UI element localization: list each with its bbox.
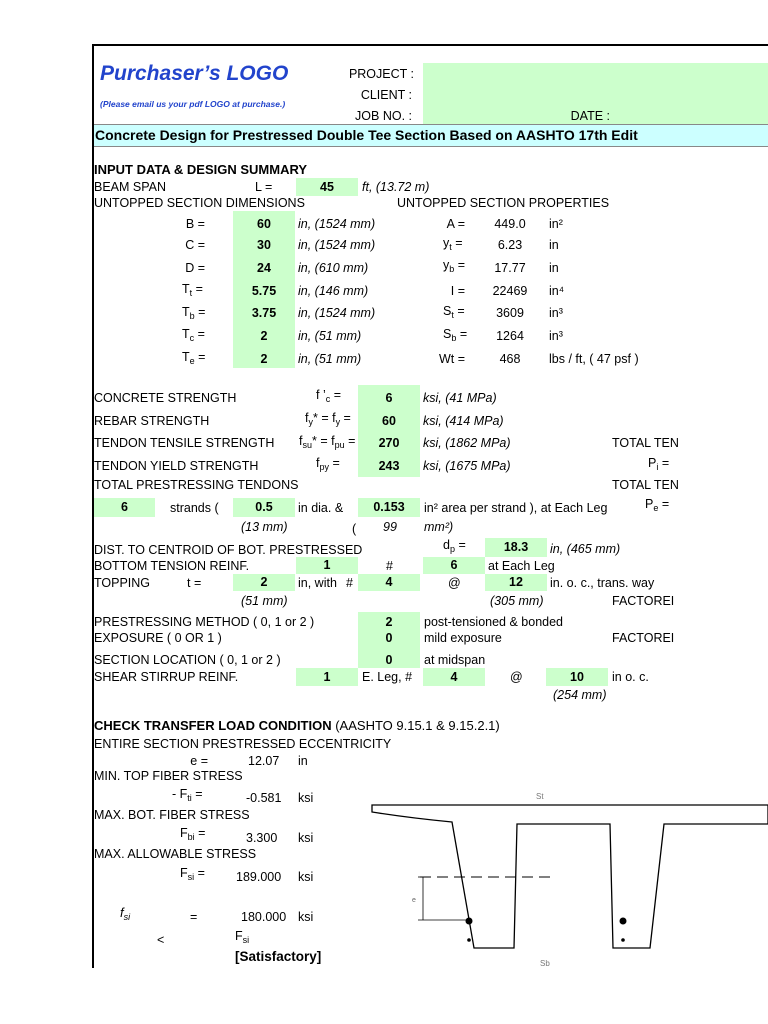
fsi2-unit: ksi	[298, 910, 314, 924]
fbi-unit: ksi	[298, 831, 314, 845]
strand-area-input[interactable]: 0.153	[358, 498, 420, 517]
method-note: post-tensioned & bonded	[424, 615, 563, 629]
e-unit: in	[298, 754, 308, 768]
bar-left	[467, 938, 471, 942]
strand-area-mm-unit: mm²)	[424, 520, 454, 534]
prop-yb-sym: $y_b$ =	[443, 258, 466, 274]
tendon-yield-input[interactable]: 243	[378, 459, 400, 473]
jobno-label: JOB NO. :	[355, 109, 412, 123]
stirrup-spacing-input[interactable]: 10	[546, 668, 608, 686]
fsi2-sym: $f_{si}$	[120, 905, 131, 922]
stirrup-at: @	[510, 670, 523, 684]
bot-reinf-hash: #	[386, 559, 393, 573]
beam-span-sym: L =	[255, 180, 273, 194]
fti-value: -0.581	[246, 791, 282, 805]
dim-tb-input[interactable]: 3.75	[251, 306, 277, 320]
exposure-label: EXPOSURE ( 0 OR 1 )	[94, 631, 222, 645]
dim-tc-unit: in, (51 mm)	[298, 329, 362, 343]
bot-reinf-size-input[interactable]: 6	[423, 557, 485, 574]
beam-span-input[interactable]: 45	[296, 178, 358, 196]
fbi-sym: $F_{bi}$ =	[180, 826, 206, 842]
dim-d-input[interactable]: 24	[257, 261, 271, 275]
logo-note: (Please email us your pdf LOGO at purchase.)	[100, 99, 286, 109]
topping-spacing-unit: in. o. c., trans. way	[550, 576, 655, 590]
prop-yt-value: 6.23	[497, 238, 523, 252]
tendons-heading: TOTAL PRESTRESSING TENDONS	[94, 478, 299, 492]
rebar-strength-unit: ksi, (414 MPa)	[423, 414, 504, 428]
tendon-tensile-sym: $f_{su}* = f_{pu}$ =	[299, 434, 356, 450]
fsi-value: 189.000	[236, 870, 282, 884]
dim-tb-unit: in, (1524 mm)	[298, 306, 376, 320]
stirrup-label: SHEAR STIRRUP REINF.	[94, 670, 239, 684]
prop-sb-value: 1264	[496, 329, 524, 343]
stirrup-spacing-unit: in o. c.	[612, 670, 649, 684]
topping-spacing-mm: (305 mm)	[490, 594, 544, 608]
bot-reinf-count-input[interactable]: 1	[296, 557, 358, 574]
exposure-input[interactable]: 0	[385, 631, 393, 645]
pi-sym: $P_i$ =	[648, 456, 670, 472]
rebar-strength-input[interactable]: 60	[382, 414, 396, 428]
prop-yt-unit: in	[549, 238, 559, 252]
location-note: at midspan	[424, 653, 486, 667]
double-tee-diagram	[360, 780, 768, 980]
strand-right	[620, 918, 627, 925]
strand-area-unit: in² area per strand ), at Each Leg	[424, 501, 608, 515]
prop-wt-value: 468	[499, 352, 521, 366]
transfer-heading: CHECK TRANSFER LOAD CONDITION (AASHTO 9.15.1 & 9.15.2.1)	[94, 718, 500, 733]
dim-te-input[interactable]: 2	[260, 352, 268, 366]
strand-count-input[interactable]: 6	[94, 498, 155, 517]
dim-tt-sym: $T_t$ =	[182, 282, 203, 298]
dim-tc-input[interactable]: 2	[260, 329, 268, 343]
top-border	[92, 44, 768, 46]
tendon-yield-label: TENDON YIELD STRENGTH	[94, 459, 259, 473]
dim-c-unit: in, (1524 mm)	[298, 238, 376, 252]
project-label: PROJECT :	[348, 67, 414, 81]
dim-d-sym: D =	[185, 261, 205, 275]
fsi2-value: 180.000	[241, 910, 287, 924]
strands-label: strands (	[170, 501, 219, 515]
location-label: SECTION LOCATION ( 0, 1 or 2 )	[94, 653, 281, 667]
ecc-label: ENTIRE SECTION PRESTRESSED ECCENTRICITY	[94, 737, 392, 751]
tendon-tensile-label: TENDON TENSILE STRENGTH	[94, 436, 275, 450]
top-fiber-label: MIN. TOP FIBER STRESS	[94, 769, 243, 783]
beam-span-label: BEAM SPAN	[94, 180, 167, 194]
fsi2-eq: =	[190, 910, 198, 924]
rebar-strength-sym: $f_y* = f_y$ =	[305, 411, 351, 427]
topping-at: @	[448, 576, 461, 590]
bot-reinf-note: at Each Leg	[488, 559, 555, 573]
concrete-strength-sym: f $’_c$ =	[316, 388, 342, 404]
dp-label: DIST. TO CENTROID OF BOT. PRESTRESSED	[94, 543, 363, 557]
exposure-note: mild exposure	[424, 631, 502, 645]
dim-tt-unit: in, (146 mm)	[298, 284, 369, 298]
double-tee-outline	[372, 805, 768, 948]
prop-sb-sym: $S_b$ =	[443, 327, 468, 343]
bar-right	[621, 938, 625, 942]
prop-yt-sym: $y_t$ =	[443, 236, 463, 252]
prop-st-unit: in³	[549, 306, 563, 320]
prop-st-sym: $S_t$ =	[443, 304, 465, 320]
dim-b-unit: in, (1524 mm)	[298, 217, 376, 231]
strand-dia-mm: (13 mm)	[241, 520, 288, 534]
stirrup-spacing-mm: (254 mm)	[553, 688, 607, 702]
total-tension-label-2: TOTAL TEN	[612, 478, 679, 492]
satisfactory-result: [Satisfactory]	[235, 949, 322, 964]
method-input[interactable]: 2	[385, 615, 393, 629]
topping-t-mm: (51 mm)	[241, 594, 288, 608]
topping-sym: t =	[187, 576, 202, 590]
dim-b-sym: B =	[185, 217, 205, 231]
tendon-tensile-unit: ksi, (1862 MPa)	[423, 436, 511, 450]
date-label: DATE :	[544, 108, 610, 124]
concrete-strength-unit: ksi, (41 MPa)	[423, 391, 497, 405]
prop-yb-value: 17.77	[494, 261, 526, 275]
factored-label-2: FACTOREI	[612, 631, 675, 645]
dp-sym: $d_p$ =	[443, 538, 466, 554]
dim-c-sym: C =	[185, 238, 205, 252]
prop-i-sym: I =	[450, 284, 465, 298]
fsi-sym: $F_{si}$ =	[180, 866, 205, 882]
prop-i-unit: in⁴	[549, 284, 565, 298]
concrete-strength-label: CONCRETE STRENGTH	[94, 391, 237, 405]
e-value: 12.07	[248, 754, 280, 768]
dim-tb-sym: $T_b$ =	[182, 305, 206, 321]
location-input[interactable]: 0	[385, 653, 393, 667]
strand-dia-unit: in dia. &	[298, 501, 344, 515]
topping-with: in, with	[298, 576, 337, 590]
topping-hash: #	[346, 576, 353, 590]
prop-st-value: 3609	[496, 306, 524, 320]
topping-label: TOPPING	[94, 576, 151, 590]
dim-te-unit: in, (51 mm)	[298, 352, 362, 366]
ecc-dim-label: e	[412, 897, 416, 904]
strand-dia-input[interactable]: 0.5	[233, 498, 295, 517]
e-sym: e =	[190, 754, 208, 768]
pe-sym: $P_e$ =	[645, 497, 670, 513]
stirrup-leg-label: E. Leg, #	[362, 670, 413, 684]
prop-a-sym: A =	[446, 217, 465, 231]
props-heading: UNTOPPED SECTION PROPERTIES	[397, 196, 610, 210]
sb-label: Sb	[540, 959, 550, 968]
sheet-title: Concrete Design for Prestressed Double Tee Section Based on AASHTO 17th Edit	[95, 127, 638, 143]
concrete-strength-input[interactable]: 6	[385, 391, 393, 405]
tendon-tensile-input[interactable]: 270	[378, 436, 400, 450]
stirrup-size-input[interactable]: 4	[423, 668, 485, 686]
strand-area-mm: 99	[383, 520, 397, 534]
tendon-yield-sym: $f_{py}$ =	[316, 456, 340, 472]
paren: (	[352, 522, 357, 536]
strand-left	[466, 918, 473, 925]
bot-reinf-label: BOTTOM TENSION REINF.	[94, 559, 250, 573]
fbi-value: 3.300	[246, 831, 278, 845]
purchaser-logo: Purchaser’s LOGO	[100, 62, 289, 85]
fti-sym: - $F_{ti}$ =	[172, 787, 203, 803]
st-label: St	[536, 792, 544, 801]
prop-a-unit: in²	[549, 217, 563, 231]
fsi-unit: ksi	[298, 870, 314, 884]
prop-wt-sym: Wt =	[438, 352, 465, 366]
fti-unit: ksi	[298, 791, 314, 805]
stirrup-legs-input[interactable]: 1	[296, 668, 358, 686]
client-label: CLIENT :	[360, 88, 412, 102]
prop-sb-unit: in³	[549, 329, 563, 343]
topping-bar-input[interactable]: 4	[358, 574, 420, 591]
dim-tt-input[interactable]: 5.75	[251, 284, 277, 298]
dp-input[interactable]: 18.3	[485, 538, 547, 557]
rebar-strength-label: REBAR STRENGTH	[94, 414, 210, 428]
bot-fiber-label: MAX. BOT. FIBER STRESS	[94, 808, 250, 822]
lt-sign: <	[157, 933, 165, 947]
prop-wt-unit: lbs / ft, ( 47 psf )	[549, 352, 639, 366]
prop-a-value: 449.0	[494, 217, 526, 231]
prop-i-value: 22469	[492, 284, 528, 298]
total-tension-label-1: TOTAL TEN	[612, 436, 679, 450]
beam-span-unit: ft, (13.72 m)	[362, 180, 430, 194]
dim-b-input[interactable]: 60	[257, 217, 271, 231]
dim-c-input[interactable]: 30	[257, 238, 271, 252]
topping-spacing-input[interactable]: 12	[485, 574, 547, 591]
input-heading: INPUT DATA & DESIGN SUMMARY	[94, 162, 308, 177]
prop-yb-unit: in	[549, 261, 559, 275]
allow-label: MAX. ALLOWABLE STRESS	[94, 847, 257, 861]
dims-heading: UNTOPPED SECTION DIMENSIONS	[94, 196, 305, 210]
dp-unit: in, (465 mm)	[550, 542, 621, 556]
topping-thickness-input[interactable]: 2	[233, 574, 295, 591]
fsi3-sym: $F_{si}$	[235, 929, 250, 945]
dim-d-unit: in, (610 mm)	[298, 261, 369, 275]
factored-label-1: FACTOREI	[612, 594, 675, 608]
tendon-yield-unit: ksi, (1675 MPa)	[423, 459, 511, 473]
method-label: PRESTRESSING METHOD ( 0, 1 or 2 )	[94, 615, 315, 629]
dim-tc-sym: $T_c$ =	[182, 327, 205, 343]
dim-te-sym: $T_e$ =	[182, 350, 206, 366]
